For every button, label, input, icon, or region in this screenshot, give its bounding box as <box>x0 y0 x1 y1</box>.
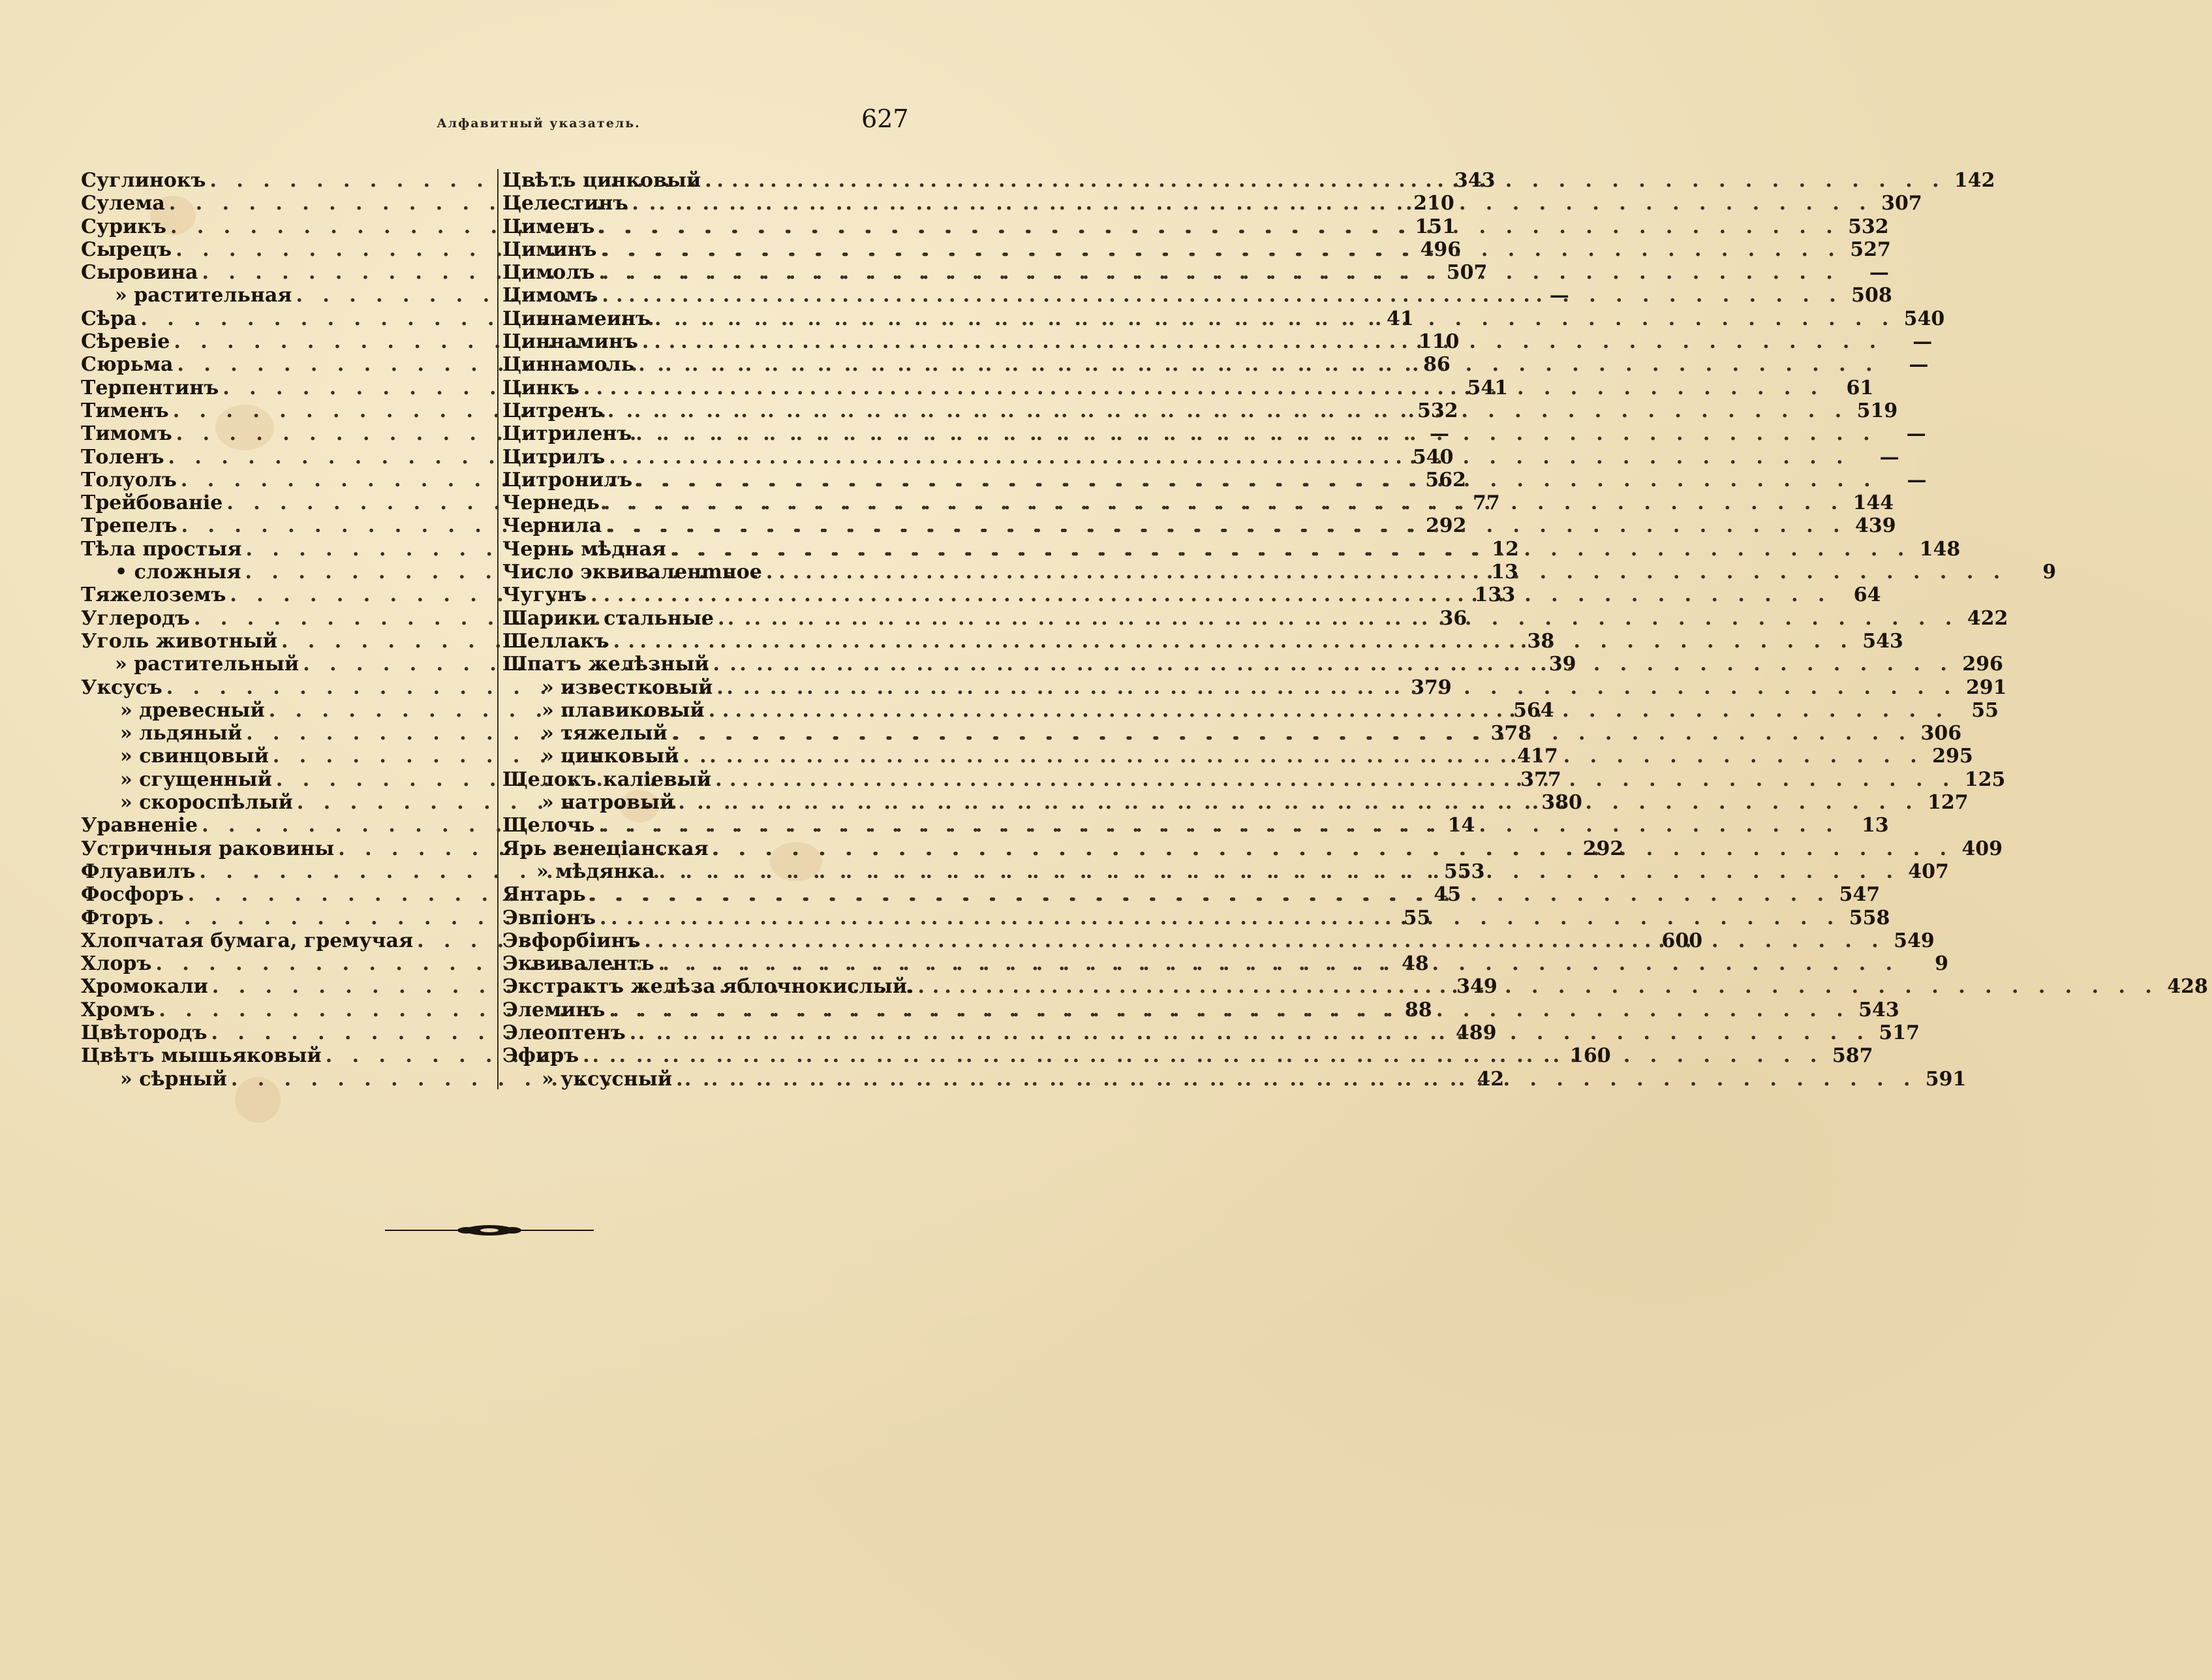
index-page-number: 291 <box>1965 676 2007 699</box>
index-page-number: 349 <box>1456 975 1498 999</box>
index-term: Терпентинъ <box>81 376 219 399</box>
index-term: » сгущенный <box>120 768 272 791</box>
index-page-number: 540 <box>1903 307 1945 330</box>
index-term: » растительная <box>115 284 292 307</box>
index-page-number: 61 <box>1846 376 1874 399</box>
index-term: Цимомъ <box>502 284 598 307</box>
column-divider <box>497 169 499 1089</box>
leader-dots <box>594 261 1843 284</box>
index-page-number: — <box>1907 468 1927 491</box>
index-term: Трепелъ <box>81 514 177 538</box>
index-term: Уравненіе <box>81 814 198 837</box>
index-term: Янтарь <box>502 883 586 907</box>
index-page-number: — <box>1909 353 1929 377</box>
index-page-number: 587 <box>1832 1044 1873 1068</box>
index-page-number: 422 <box>1967 606 2008 630</box>
index-term: Эквивалентъ <box>502 952 654 976</box>
index-page-number: 41 <box>1386 307 1414 330</box>
index-page-number: 127 <box>1928 791 1969 815</box>
index-page-number: 489 <box>1455 1021 1497 1044</box>
index-term: Сѣра <box>81 307 137 330</box>
leader-dots <box>587 583 1835 606</box>
index-term: » свинцовый <box>120 745 269 768</box>
index-page-number: 88 <box>1404 998 1432 1021</box>
index-page-number: 160 <box>1570 1044 1611 1068</box>
index-page-number: 407 <box>1908 860 1949 883</box>
leader-dots <box>651 307 1899 330</box>
index-page-number: — <box>1549 284 1569 307</box>
index-page-number: 110 <box>1418 330 1460 354</box>
index-term: Сурикъ <box>81 215 166 238</box>
index-term: » уксусный <box>542 1067 673 1091</box>
index-page-number: 42 <box>1477 1067 1505 1091</box>
index-term: Эвпіонъ <box>502 906 596 929</box>
index-page-number: — <box>1879 445 1899 469</box>
index-term: Экстрактъ желѣза яблочнокислый. <box>502 975 914 999</box>
index-term: Сырецъ <box>81 238 172 261</box>
leader-dots <box>705 699 1953 722</box>
index-page-number: 378 <box>1490 722 1532 745</box>
index-page-number: 12 <box>1492 537 1519 561</box>
leader-dots <box>604 399 1852 422</box>
leader-dots <box>762 561 2010 583</box>
index-term: Шпатъ желѣзный <box>502 653 709 676</box>
leader-dots <box>628 192 1876 215</box>
index-term: Толенъ <box>81 445 164 469</box>
index-term: » плавиковый <box>542 698 705 722</box>
index-term: Чугунъ <box>502 583 587 607</box>
leader-dots <box>709 837 1957 860</box>
index-term: Фосфоръ <box>81 883 184 907</box>
leader-dots <box>638 330 1886 353</box>
index-term: Толуолъ <box>81 468 177 491</box>
index-term: Циннамеинъ <box>502 307 651 330</box>
index-term: » растительный <box>115 653 300 676</box>
index-page-number: 292 <box>1582 837 1624 860</box>
index-term: Чернила <box>502 514 602 538</box>
leader-dots <box>600 491 1848 514</box>
page-number: 627 <box>861 104 909 133</box>
index-term: » скороспѣлый <box>120 791 293 815</box>
index-entry <box>502 906 1890 929</box>
leader-dots <box>655 860 1903 883</box>
index-page-number: 125 <box>1964 768 2006 791</box>
index-page-number: — <box>1430 422 1450 446</box>
index-term: Тименъ <box>81 399 169 422</box>
index-term: Шарики стальные <box>502 606 714 630</box>
index-term: Эфиръ <box>502 1044 579 1068</box>
index-term: Тѣла простыя <box>81 537 242 561</box>
leader-dots <box>713 676 1961 699</box>
index-page-number: 507 <box>1446 261 1488 285</box>
leader-dots <box>640 929 1888 952</box>
index-term: Флуавилъ <box>81 860 196 883</box>
index-page-number: 519 <box>1856 399 1898 422</box>
index-page-number: 45 <box>1434 883 1462 907</box>
index-page-number: 9 <box>2042 561 2057 584</box>
index-page-number: 527 <box>1850 238 1891 261</box>
leader-dots <box>632 469 1881 491</box>
leader-dots <box>609 630 1858 653</box>
index-term: Хлопчатая бумага, гремучая <box>81 929 414 952</box>
leader-dots <box>594 215 1843 238</box>
index-page-number: 306 <box>1920 722 1962 745</box>
index-page-number: 553 <box>1443 860 1485 883</box>
leader-dots <box>586 883 1834 906</box>
index-term: » натровый <box>542 791 675 815</box>
index-term: » сѣрный <box>120 1067 227 1091</box>
index-term: Циминъ <box>502 238 597 261</box>
index-page-number: 417 <box>1517 745 1558 768</box>
index-page-number: 64 <box>1853 583 1881 607</box>
index-term: Хромъ <box>81 998 155 1021</box>
index-page-number: 133 <box>1474 583 1516 607</box>
index-term: Ярь венеціанская <box>502 837 709 860</box>
index-term: » древесный <box>120 698 265 722</box>
index-term: • сложныя <box>115 561 241 584</box>
page-header-title: Алфавитный указатель. <box>437 116 641 131</box>
leader-dots <box>605 446 1853 469</box>
index-term: Хлоръ <box>81 952 152 976</box>
index-page-number: 547 <box>1839 883 1881 907</box>
index-page-number: 296 <box>1962 653 2003 676</box>
index-term: Цвѣтъ цинковый <box>502 169 701 192</box>
index-page-number: 562 <box>1425 468 1466 491</box>
index-term: Тяжелоземъ <box>81 583 226 607</box>
index-term: Чернь мѣдная <box>502 537 666 561</box>
index-term: Сюрьма <box>81 353 174 377</box>
index-term: Циннамоль <box>502 353 635 377</box>
index-page-number: 508 <box>1851 284 1892 307</box>
index-term: Сыровина <box>81 261 198 285</box>
leader-dots <box>598 284 1846 307</box>
index-page-number: 532 <box>1417 399 1458 422</box>
index-page-number: 439 <box>1854 514 1896 538</box>
index-entry <box>502 284 1892 307</box>
index-page-number: 295 <box>1932 745 1973 768</box>
index-page-number: 292 <box>1425 514 1467 538</box>
index-term: » тяжелый <box>542 722 668 745</box>
index-page-number: 343 <box>1454 169 1496 192</box>
leader-dots <box>594 814 1843 837</box>
index-term: Цвѣтъ мышьяковый <box>81 1044 322 1068</box>
index-term: Тимомъ <box>81 422 172 446</box>
index-term: Уксусъ <box>81 676 162 699</box>
index-page-number: 428 <box>2167 975 2208 999</box>
index-page-number: 409 <box>1961 837 2003 860</box>
index-term: Цинкъ <box>502 376 579 399</box>
index-term: Шеллакъ <box>502 629 609 653</box>
leader-dots <box>672 1068 1920 1091</box>
index-page-number: 77 <box>1472 491 1500 515</box>
index-term: Число эквиваленmное <box>502 561 762 584</box>
index-page-number: 532 <box>1848 215 1889 238</box>
leader-dots <box>714 607 1962 630</box>
leader-dots <box>579 377 1828 399</box>
index-term: Цименъ <box>502 215 595 238</box>
index-term: Циннаминъ <box>502 330 638 354</box>
leader-dots <box>679 745 1927 768</box>
index-term: Трейбованіе <box>81 491 223 515</box>
leader-dots <box>709 653 1958 676</box>
index-term: Хромокали <box>81 975 208 999</box>
index-page-number: 39 <box>1548 653 1576 676</box>
index-term: Цвѣтородъ <box>81 1021 207 1044</box>
index-page-number: 549 <box>1894 929 1935 952</box>
index-term: » цинковый <box>542 745 679 768</box>
index-page-number: 151 <box>1415 215 1456 238</box>
index-term: Углеродъ <box>81 606 190 630</box>
index-page-number: 564 <box>1513 698 1554 722</box>
index-page-number: 36 <box>1439 606 1467 630</box>
index-page-number: 558 <box>1849 906 1890 929</box>
index-page-number: 14 <box>1447 814 1475 837</box>
leader-dots <box>914 975 2162 998</box>
index-term: Уголь животный <box>81 629 277 653</box>
index-page-number: — <box>1912 330 1933 354</box>
index-page-number: 496 <box>1420 238 1462 261</box>
index-term: Чернедь <box>502 491 600 515</box>
index-page-number: — <box>1906 422 1926 446</box>
index-page-number: 13 <box>1861 814 1889 837</box>
index-term: Цитрилъ <box>502 445 606 469</box>
index-term: Цитренъ <box>502 399 604 422</box>
index-page-number: 9 <box>1935 952 1949 976</box>
index-term: » мѣдянка <box>536 860 655 883</box>
index-page-number: 48 <box>1402 952 1429 976</box>
index-term: Целестинъ <box>502 192 628 215</box>
index-entry <box>502 422 1926 446</box>
index-page-number: 55 <box>1971 698 1999 722</box>
index-term: Цитронилъ <box>502 468 633 491</box>
index-page-number: — <box>1869 261 1889 285</box>
leader-dots <box>626 1021 1874 1044</box>
index-term: Щелочь <box>502 814 595 837</box>
leader-dots <box>602 514 1850 537</box>
leader-dots <box>666 538 1914 561</box>
leader-dots <box>674 791 1922 814</box>
index-page-number: 591 <box>1925 1067 1967 1091</box>
leader-dots <box>634 353 1882 376</box>
index-page-number: 541 <box>1467 376 1509 399</box>
index-page-number: 540 <box>1412 445 1454 469</box>
index-term: Щелокъ каліевый <box>502 768 712 791</box>
index-term: » льдяный <box>120 722 243 745</box>
index-page-number: 377 <box>1520 768 1561 791</box>
index-term: » известковый <box>542 676 713 699</box>
index-page-number: 144 <box>1852 491 1894 515</box>
index-term: Цимолъ <box>502 261 595 285</box>
leader-dots <box>597 238 1845 261</box>
index-page-number: 517 <box>1879 1021 1920 1044</box>
index-term: Фторъ <box>81 906 154 929</box>
index-page-number: 38 <box>1527 629 1555 653</box>
index-page-number: 13 <box>1491 561 1518 584</box>
index-page-number: 543 <box>1862 629 1903 653</box>
index-page-number: 380 <box>1541 791 1582 815</box>
index-term: Элеминъ <box>502 998 606 1021</box>
leader-dots <box>605 999 1853 1021</box>
leader-dots <box>579 1044 1827 1067</box>
leader-dots <box>711 768 1959 791</box>
index-term: Эвфорбіинъ <box>502 929 641 952</box>
leader-dots <box>701 169 1949 192</box>
index-page-number: 55 <box>1403 906 1431 929</box>
index-page-number: 148 <box>1919 537 1961 561</box>
index-page-number: 86 <box>1423 353 1451 377</box>
index-term: Цитриленъ <box>502 422 632 446</box>
index-page-number: 379 <box>1411 676 1452 699</box>
ornament-divider <box>385 1221 594 1240</box>
index-term: Сѣревіе <box>81 330 170 354</box>
index-page-number: 600 <box>1661 929 1703 952</box>
index-term: Устричныя раковины <box>81 837 335 860</box>
index-page-number: 307 <box>1881 192 1922 215</box>
index-page-number: 543 <box>1858 998 1899 1021</box>
index-page-number: 210 <box>1413 192 1454 215</box>
leader-dots <box>596 907 1844 929</box>
index-term: Элеоптенъ <box>502 1021 626 1044</box>
index-term: Суглинокъ <box>81 169 206 192</box>
leader-dots <box>654 952 1903 975</box>
leader-dots <box>632 422 1880 445</box>
leader-dots <box>668 722 1916 745</box>
index-term: Сулема <box>81 192 165 215</box>
index-page-number: 142 <box>1954 169 1995 192</box>
